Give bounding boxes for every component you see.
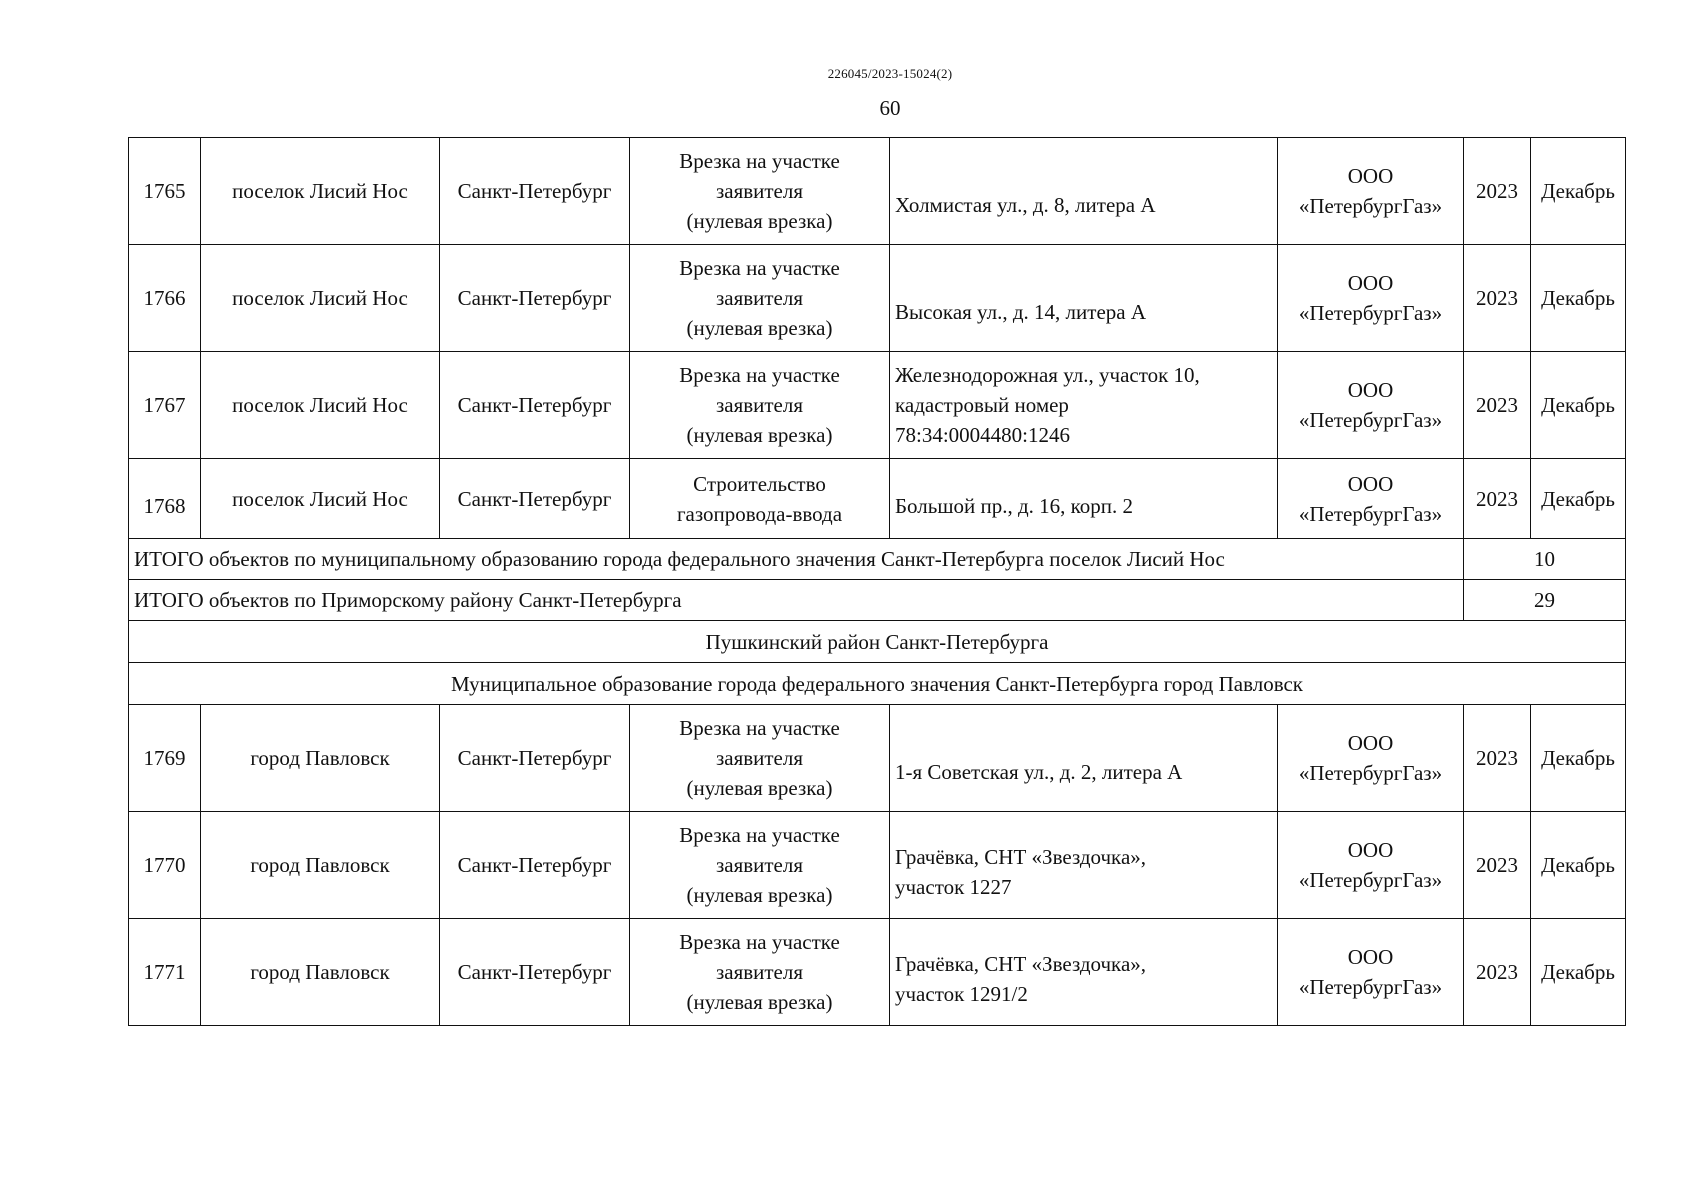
locality-cell: город Павловск — [201, 812, 440, 919]
locality-cell: поселок Лисий Нос — [201, 138, 440, 245]
address-text: 1-я Советская ул., д. 2, литера А — [895, 760, 1183, 784]
work-type-cell — [630, 138, 890, 245]
table-row — [129, 138, 1626, 245]
row-number: 1766 — [129, 245, 201, 352]
work-type-cell — [630, 352, 890, 459]
organization-text: ООО «ПетербургГаз» — [1298, 945, 1443, 999]
municipality-heading-row — [129, 663, 1626, 705]
municipality-title: Муниципальное образование города федерального значения Санкт-Петербурга город Павловск — [129, 663, 1626, 705]
year-cell: 2023 — [1464, 459, 1531, 539]
total-value: 10 — [1464, 539, 1626, 580]
work-type-cell — [630, 459, 890, 539]
address-text: Грачёвка, СНТ «Звездочка», участок 1291/2 — [895, 952, 1147, 1006]
row-number: 1771 — [129, 919, 201, 1026]
organization-text: ООО «ПетербургГаз» — [1298, 164, 1443, 218]
locality-cell: поселок Лисий Нос — [201, 245, 440, 352]
organization-cell — [1278, 245, 1464, 352]
city-cell: Санкт-Петербург — [440, 812, 630, 919]
total-value: 29 — [1464, 580, 1626, 621]
address-cell — [890, 138, 1278, 245]
year-cell: 2023 — [1464, 352, 1531, 459]
city-cell: Санкт-Петербург — [440, 138, 630, 245]
organization-text: ООО «ПетербургГаз» — [1298, 838, 1443, 892]
row-number: 1770 — [129, 812, 201, 919]
year-cell: 2023 — [1464, 245, 1531, 352]
organization-cell — [1278, 352, 1464, 459]
total-label: ИТОГО объектов по муниципальному образованию города федерального значения Санкт-Петербурга поселок Лисий Нос — [129, 539, 1464, 580]
locality-cell: город Павловск — [201, 919, 440, 1026]
city-cell: Санкт-Петербург — [440, 459, 630, 539]
organization-text: ООО «ПетербургГаз» — [1298, 271, 1443, 325]
year-cell: 2023 — [1464, 705, 1531, 812]
organization-cell — [1278, 919, 1464, 1026]
month-cell: Декабрь — [1531, 138, 1626, 245]
address-text: Высокая ул., д. 14, литера А — [895, 300, 1146, 324]
address-cell — [890, 705, 1278, 812]
table-row — [129, 919, 1626, 1026]
work-type-text: Врезка на участке заявителя (нулевая врезка) — [679, 930, 840, 1014]
city-cell: Санкт-Петербург — [440, 705, 630, 812]
work-type-text: Врезка на участке заявителя (нулевая врезка) — [679, 149, 840, 233]
organization-text: ООО «ПетербургГаз» — [1298, 471, 1443, 526]
address-text: Большой пр., д. 16, корп. 2 — [895, 493, 1134, 518]
work-type-text: Врезка на участке заявителя (нулевая врезка) — [679, 716, 840, 800]
month-cell: Декабрь — [1531, 459, 1626, 539]
address-text: Холмистая ул., д. 8, литера А — [895, 193, 1156, 217]
work-type-cell — [630, 245, 890, 352]
address-cell — [890, 245, 1278, 352]
locality-cell: город Павловск — [201, 705, 440, 812]
work-type-text: Врезка на участке заявителя (нулевая врезка) — [679, 363, 840, 447]
row-number: 1769 — [129, 705, 201, 812]
gas-connection-table — [128, 137, 1626, 1026]
page-number: 60 — [879, 96, 901, 120]
row-number: 1767 — [129, 352, 201, 459]
month-cell: Декабрь — [1531, 245, 1626, 352]
city-cell: Санкт-Петербург — [440, 352, 630, 459]
table-row — [129, 245, 1626, 352]
document-code: 226045/2023-15024(2) — [827, 66, 953, 81]
city-cell: Санкт-Петербург — [440, 245, 630, 352]
work-type-text: Врезка на участке заявителя (нулевая врезка) — [679, 256, 840, 340]
organization-cell — [1278, 459, 1464, 539]
district-title: Пушкинский район Санкт-Петербурга — [129, 621, 1626, 663]
table-row — [129, 352, 1626, 459]
address-cell — [890, 919, 1278, 1026]
total-label: ИТОГО объектов по Приморскому району Санкт-Петербурга — [129, 580, 1464, 621]
locality-cell: поселок Лисий Нос — [201, 459, 440, 539]
month-cell: Декабрь — [1531, 812, 1626, 919]
month-cell: Декабрь — [1531, 705, 1626, 812]
table-row — [129, 705, 1626, 812]
city-cell: Санкт-Петербург — [440, 919, 630, 1026]
table-row — [129, 459, 1626, 539]
address-text: Железнодорожная ул., участок 10, кадастровый номер 78:34:0004480:1246 — [895, 363, 1200, 447]
organization-text: ООО «ПетербургГаз» — [1298, 731, 1443, 785]
organization-text: ООО «ПетербургГаз» — [1298, 378, 1443, 432]
row-number: 1765 — [129, 138, 201, 245]
address-cell — [890, 459, 1278, 539]
address-text: Грачёвка, СНТ «Звездочка», участок 1227 — [895, 845, 1147, 899]
organization-cell — [1278, 812, 1464, 919]
work-type-text: Врезка на участке заявителя (нулевая врезка) — [679, 823, 840, 907]
address-cell — [890, 812, 1278, 919]
table-row — [129, 812, 1626, 919]
district-heading-row — [129, 621, 1626, 663]
total-row-district — [129, 580, 1626, 621]
year-cell: 2023 — [1464, 812, 1531, 919]
year-cell: 2023 — [1464, 138, 1531, 245]
work-type-cell — [630, 812, 890, 919]
year-cell: 2023 — [1464, 919, 1531, 1026]
address-cell — [890, 352, 1278, 459]
work-type-cell — [630, 919, 890, 1026]
month-cell: Декабрь — [1531, 919, 1626, 1026]
month-cell: Декабрь — [1531, 352, 1626, 459]
work-type-cell — [630, 705, 890, 812]
work-type-text: Строительство газопровода-ввода — [676, 471, 843, 526]
row-number: 1768 — [129, 459, 201, 539]
organization-cell — [1278, 705, 1464, 812]
total-row-municipal — [129, 539, 1626, 580]
organization-cell — [1278, 138, 1464, 245]
locality-cell: поселок Лисий Нос — [201, 352, 440, 459]
